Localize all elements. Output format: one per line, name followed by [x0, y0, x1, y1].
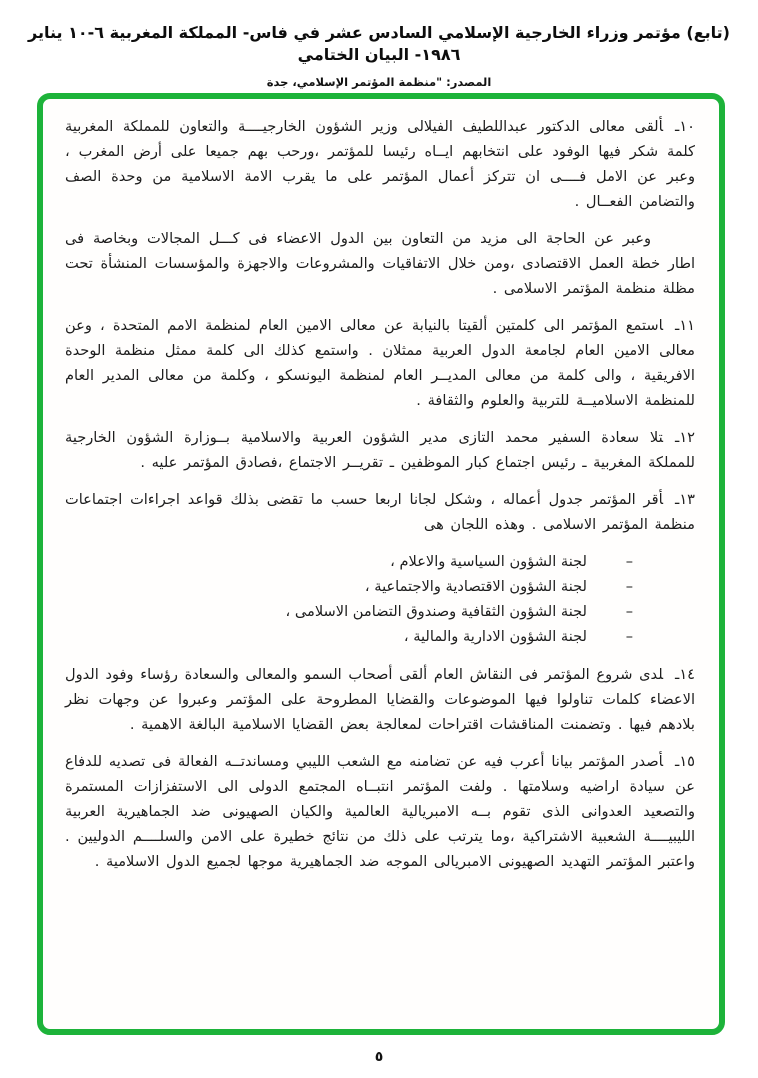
committee-label: لجنة الشؤون الاقتصادية والاجتماعية ، [364, 578, 587, 595]
committee-label: لجنة الشؤون الادارية والمالية ، [403, 628, 587, 645]
document-body [65, 114, 695, 874]
paragraph-number: ١٢ـ [675, 429, 695, 446]
committee-label: لجنة الشؤون السياسية والاعلام ، [390, 553, 587, 570]
paragraph-text: أقر المؤتمر جدول أعماله ، وشكل لجانا اربعا حسب ما تقضى بذلك قواعد اجراءات اجتماعات منظمة المؤتمر الاسلامى . وهذه اللجان هى [65, 491, 695, 533]
content-frame [37, 93, 725, 1035]
committee-list [65, 549, 695, 649]
paragraph-text: أصدر المؤتمر بيانا أعرب فيه عن تضامنه مع الشعب الليبي ومساندتــه الفعالة فى تصديه للدفاع عن سيادة اراضيه وسلامتها . ولفت المؤتمر انتبــاه المجتمع الدولى الى الاستفزازات المستمرة والتصعيد العدوانى الذى تقوم بــه الامبريالية العالمية والكيان الصهيونى ضد الجماهيرية العربية الليبيــــة الشعبية الاشتراكية ،وما يترتب على ذلك من نتائج خطيرة على الامن والسلــــم الدوليين . واعتبر المؤتمر التهديد الصهيونى الامبريالى الموجه ضد الجماهيرية موجها لجميع الدول الاسلامية . [65, 753, 695, 870]
dash-bullet: – [625, 553, 633, 570]
paragraph-13 [65, 487, 695, 537]
paragraph-number: ١٣ـ [675, 491, 695, 508]
paragraph-text: استمع المؤتمر الى كلمتين ألقيتا بالنيابة عن معالى الامين العام لمنظمة الامم المتحدة ، وعن معالى الامين العام لجامعة الدول العربية ممثلان . واستمع كذلك الى كلمة ممثل منظمة الوحدة الافريقية ، والى كلمة من معالى المديــر العام لمنظمة اليونسكو ، وكلمة من معالى المدير العام للمنظمة الاسلاميــة للتربية والعلوم والثقافة . [65, 317, 695, 409]
list-item [65, 624, 633, 649]
paragraph-text: ألقى معالى الدكتور عبداللطيف الفيلالى وزير الشؤون الخارجيــــة والتعاون للمملكة المغربية كلمة شكر فيها الوفود على انتخابهم ايــاه رئيسا للمؤتمر ،ورحب بهم جميعا على أرض المغرب ، وعبر عن الامل فــــى ان تتركز أعمال المؤتمر على ما يقرب الامة الاسلامية من وحدة الصف والتضامن الفعــال . [65, 118, 695, 210]
paragraph-number: ١١ـ [675, 317, 695, 334]
paragraph-10 [65, 114, 695, 214]
paragraph-number: ١٠ـ [675, 118, 695, 135]
paragraph-12 [65, 425, 695, 475]
paragraph-15 [65, 749, 695, 874]
header-title: (تابع) مؤتمر وزراء الخارجية الإسلامي السادس عشر في فاس- المملكة المغربية ٦-١٠ يناير ١٩٨٦- البيان الختامي [28, 23, 730, 64]
committee-label: لجنة الشؤون الثقافية وصندوق التضامن الاسلامى ، [285, 603, 587, 620]
paragraph-14 [65, 662, 695, 737]
paragraph-text: تلا سعادة السفير محمد التازى مدير الشؤون العربية والاسلامية بــوزارة الشؤون الخارجية للمملكة المغربية ـ رئيس اجتماع كبار الموظفين ـ تقريــر الاجتماع ،فصادق المؤتمر عليه . [65, 429, 695, 471]
paragraph-number: ١٥ـ [675, 753, 695, 770]
list-item [65, 574, 633, 599]
dash-bullet: – [625, 628, 633, 645]
page-number: ٥ [374, 1049, 384, 1065]
dash-bullet: – [625, 578, 633, 595]
header-source: المصدر: "منظمة المؤتمر الإسلامي، جدة [266, 75, 492, 89]
paragraph-11 [65, 313, 695, 413]
paragraph-number: ١٤ـ [675, 666, 695, 683]
list-item [65, 599, 633, 624]
dash-bullet: – [625, 603, 633, 620]
paragraph-10-continued [65, 226, 695, 301]
paragraph-text: وعبر عن الحاجة الى مزيد من التعاون بين الدول الاعضاء فى كـــل المجالات وبخاصة فى اطار خطة العمل الاقتصادى ،ومن خلال الاتفاقيات والمشروعات والاجهزة والمؤسسات المنشأة تحت مظلة منظمة المؤتمر الاسلامى . [65, 230, 695, 297]
list-item [65, 549, 633, 574]
paragraph-text: لدى شروع المؤتمر فى النقاش العام ألقى أصحاب السمو والمعالى والسعادة رؤساء وفود الدول الاعضاء كلمات تناولوا فيها الموضوعات والقضايا المطروحة على المؤتمر وعبروا عن وجهات نظر بلادهم فيها . وتضمنت المناقشات اقتراحات لمعالجة بعض القضايا الاسلامية البالغة الاهمية . [65, 666, 695, 733]
document-header [0, 22, 758, 89]
